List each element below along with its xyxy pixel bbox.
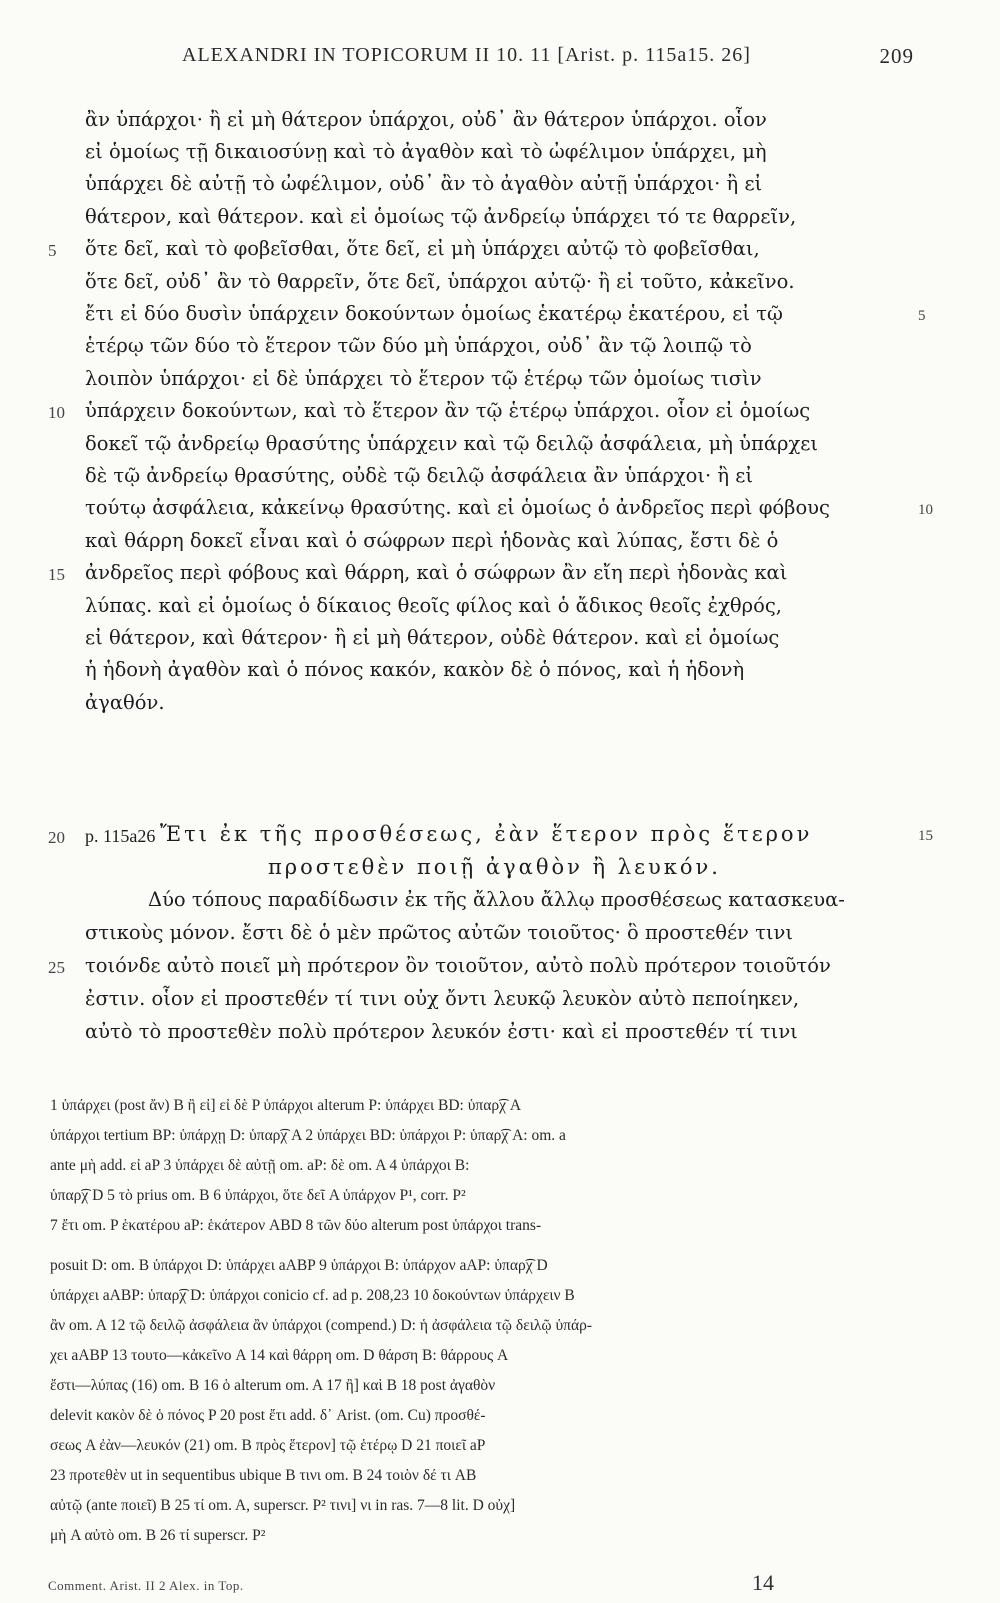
apparatus-line: ὑπάρχει aABP: ὑπαρ͡χ D: ὑπάρχοι conicio cf. ad p. 208,23 10 δοκούντων ὑπάρχειν B — [50, 1287, 575, 1304]
signature-mark: 14 — [752, 1570, 774, 1595]
apparatus-line: μὴ A αὐτὸ om. B 26 τί superscr. P² — [50, 1527, 266, 1544]
line-number: 25 — [48, 958, 65, 977]
lemma-reference: p. 115a26 — [85, 826, 156, 846]
text-line: ἡ ἡδονὴ ἀγαθὸν καὶ ὁ πόνος κακόν, κακὸν δὲ ὁ πόνος, καὶ ἡ ἡδονὴ — [85, 658, 745, 681]
apparatus-line: ante μὴ add. εἰ aP 3 ὑπάρχει δὲ αὐτῇ om. aP: δὲ om. A 4 ὑπάρχοι B: — [50, 1157, 470, 1174]
line-number: 10 — [48, 403, 65, 422]
apparatus-line: ἂν om. A 12 τῷ δειλῷ ἀσφάλεια ἂν ὑπάρχοι (compend.) D: ἡ ἀσφάλεια τῷ δειλῷ ὑπάρ- — [50, 1317, 592, 1334]
text-line: τούτῳ ἀσφάλεια, κἀκείνῳ θρασύτης. καὶ εἰ ὁμοίως ὁ ἀνδρεῖος περὶ φόβους — [85, 496, 830, 519]
apparatus-line: 1 ὑπάρχει (post ἄν) B ἢ εἰ] εἰ δὲ P ὑπάρχοι alterum P: ὑπάρχει BD: ὑπαρ͡χ A — [50, 1097, 522, 1114]
margin-number: 15 — [918, 828, 933, 844]
text-line: εἰ ὁμοίως τῇ δικαιοσύνῃ καὶ τὸ ἀγαθὸν καὶ τὸ ὠφέλιμον ὑπάρχει, μὴ — [85, 140, 767, 163]
text-line: ὑπάρχει δὲ αὐτῇ τὸ ὠφέλιμον, οὐδ᾽ ἂν τὸ ἀγαθὸν αὐτῇ ὑπάρχοι· ἢ εἰ — [85, 172, 763, 195]
line-number: 15 — [48, 565, 65, 584]
margin-number: 5 — [918, 308, 926, 324]
lemma-title-line: προστεθὲν ποιῇ ἀγαθὸν ἢ λευκόν. — [268, 855, 721, 879]
text-line: λοιπὸν ὑπάρχοι· εἰ δὲ ὑπάρχει τὸ ἕτερον τῷ ἑτέρῳ τῶν ὁμοίως τισὶν — [85, 367, 762, 390]
text-line: εἰ θάτερον, καὶ θάτερον· ἢ εἰ μὴ θάτερον, οὐδὲ θάτερον. καὶ εἰ ὁμοίως — [85, 626, 780, 649]
text-line: καὶ θάρρη δοκεῖ εἶναι καὶ ὁ σώφρων περὶ ἡδονὰς καὶ λύπας, ἔστι δὲ ὁ — [85, 529, 779, 552]
series-footer: Comment. Arist. II 2 Alex. in Top. — [48, 1578, 244, 1593]
text-line: λύπας. καὶ εἰ ὁμοίως ὁ δίκαιος θεοῖς φίλος καὶ ὁ ἄδικος θεοῖς ἐχθρός, — [85, 594, 782, 617]
text-line: τοιόνδε αὐτὸ ποιεῖ μὴ πρότερον ὂν τοιοῦτον, αὐτὸ πολὺ πρότερον τοιοῦτόν — [85, 954, 831, 977]
margin-number: 10 — [918, 502, 933, 518]
text-line: ἀγαθόν. — [85, 691, 165, 714]
line-number: 20 — [48, 828, 65, 847]
apparatus-line: delevit κακὸν δὲ ὁ πόνος P 20 post ἔτι add. δ᾽ Arist. (om. Cu) προσθέ- — [50, 1407, 486, 1424]
text-line: ὅτε δεῖ, οὐδ᾽ ἂν τὸ θαρρεῖν, ὅτε δεῖ, ὑπάρχοι αὐτῷ· ἢ εἰ τοῦτο, κἀκεῖνο. — [85, 270, 795, 293]
text-line: δοκεῖ τῷ ἀνδρείῳ θρασύτης ὑπάρχειν καὶ τῷ δειλῷ ἀσφάλεια, μὴ ὑπάρχει — [85, 432, 819, 455]
page-header — [0, 44, 1000, 74]
text-line: ἀνδρεῖος περὶ φόβους καὶ θάρρη, καὶ ὁ σώφρων ἂν εἴη περὶ ἡδονὰς καὶ — [85, 561, 788, 584]
running-title: ALEXANDRI IN TOPICORUM II 10. 11 [Arist. p. 115a15. 26] — [182, 44, 751, 66]
apparatus-line: posuit D: om. B ὑπάρχοι D: ὑπάρχει aABP 9 ὑπάρχοι B: ὑπάρχον aAP: ὑπαρ͡χ D — [50, 1257, 548, 1274]
apparatus-line: 7 ἔτι om. P ἑκατέρου aP: ἑκάτερον ABD 8 τῶν δύο alterum post ὑπάρχοι trans- — [50, 1217, 542, 1234]
apparatus-line: ὑπαρ͡χ D 5 τὸ prius om. B 6 ὑπάρχοι, ὅτε δεῖ A ὑπάρχον P¹, corr. P² — [50, 1187, 466, 1204]
text-line: ὑπάρχειν δοκούντων, καὶ τὸ ἕτερον ἂν τῷ ἑτέρῳ ὑπάρχοι. οἷον εἰ ὁμοίως — [85, 399, 811, 422]
apparatus-line: 23 προτεθὲν ut in sequentibus ubique B τινι om. B 24 τοιὸν δέ τι AB — [50, 1467, 477, 1484]
text-line: ὅτε δεῖ, καὶ τὸ φοβεῖσθαι, ὅτε δεῖ, εἰ μὴ ὑπάρχει αὐτῷ τὸ φοβεῖσθαι, — [85, 237, 760, 260]
apparatus-line: ὑπάρχοι tertium BP: ὑπάρχῃ D: ὑπαρ͡χ A 2 ὑπάρχει BD: ὑπάρχοι P: ὑπαρ͡χ A: om. a — [50, 1127, 566, 1144]
page-number: 209 — [879, 44, 914, 68]
line-number: 5 — [48, 241, 57, 260]
apparatus-line: σεως A ἐὰν—λευκόν (21) om. B πρὸς ἕτερον] τῷ ἑτέρῳ D 21 ποιεῖ aP — [50, 1437, 486, 1454]
text-line: ἐστιν. οἷον εἰ προστεθέν τί τινι οὐχ ὄντι λευκῷ λευκὸν αὐτὸ πεποίηκεν, — [85, 987, 800, 1010]
text-line: ἔτι εἰ δύο δυσὶν ὑπάρχειν δοκούντων ὁμοίως ἑκατέρῳ ἑκατέρου, εἰ τῷ — [85, 302, 783, 325]
text-line: στικοὺς μόνον. ἔστι δὲ ὁ μὲν πρῶτος αὐτῶν τοιοῦτος· ὃ προστεθέν τινι — [85, 921, 794, 944]
apparatus-line: χει aABP 13 τουτο—κἀκεῖνο A 14 καὶ θάρρη om. D θάρση B: θάρρους A — [50, 1347, 509, 1364]
text-line: Δύο τόπους παραδίδωσιν ἐκ τῆς ἄλλου ἄλλῳ προσθέσεως κατασκευα- — [148, 888, 845, 911]
apparatus-line: ἔστι—λύπας (16) om. B 16 ὁ alterum om. A 17 ἢ] καὶ B 18 post ἀγαθὸν — [50, 1377, 496, 1394]
text-line: θάτερον, καὶ θάτερον. καὶ εἰ ὁμοίως τῷ ἀνδρείῳ ὑπάρχει τό τε θαρρεῖν, — [85, 205, 797, 228]
apparatus-line: αὐτῷ (ante ποιεῖ) B 25 τί om. A, superscr. P² τινι] νι in ras. 7—8 lit. D οὐχ] — [50, 1497, 516, 1514]
text-line: δὲ τῷ ἀνδρείῳ θρασύτης, οὐδὲ τῷ δειλῷ ἀσφάλεια ἂν ὑπάρχοι· ἢ εἰ — [85, 464, 754, 487]
text-line: ἂν ὑπάρχοι· ἢ εἰ μὴ θάτερον ὑπάρχοι, οὐδ᾽ ἂν θάτερον ὑπάρχοι. οἷον — [85, 108, 767, 131]
lemma-title-line: Ἔτι ἐκ τῆς προσθέσεως, ἐὰν ἕτερον πρὸς ἕτερον — [160, 822, 813, 846]
text-line: αὐτὸ τὸ προστεθὲν πολὺ πρότερον λευκόν ἐστι· καὶ εἰ προστεθέν τί τινι — [85, 1020, 798, 1043]
text-line: ἑτέρῳ τῶν δύο τὸ ἕτερον τῶν δύο μὴ ὑπάρχοι, οὐδ᾽ ἂν τῷ λοιπῷ τὸ — [85, 334, 752, 357]
